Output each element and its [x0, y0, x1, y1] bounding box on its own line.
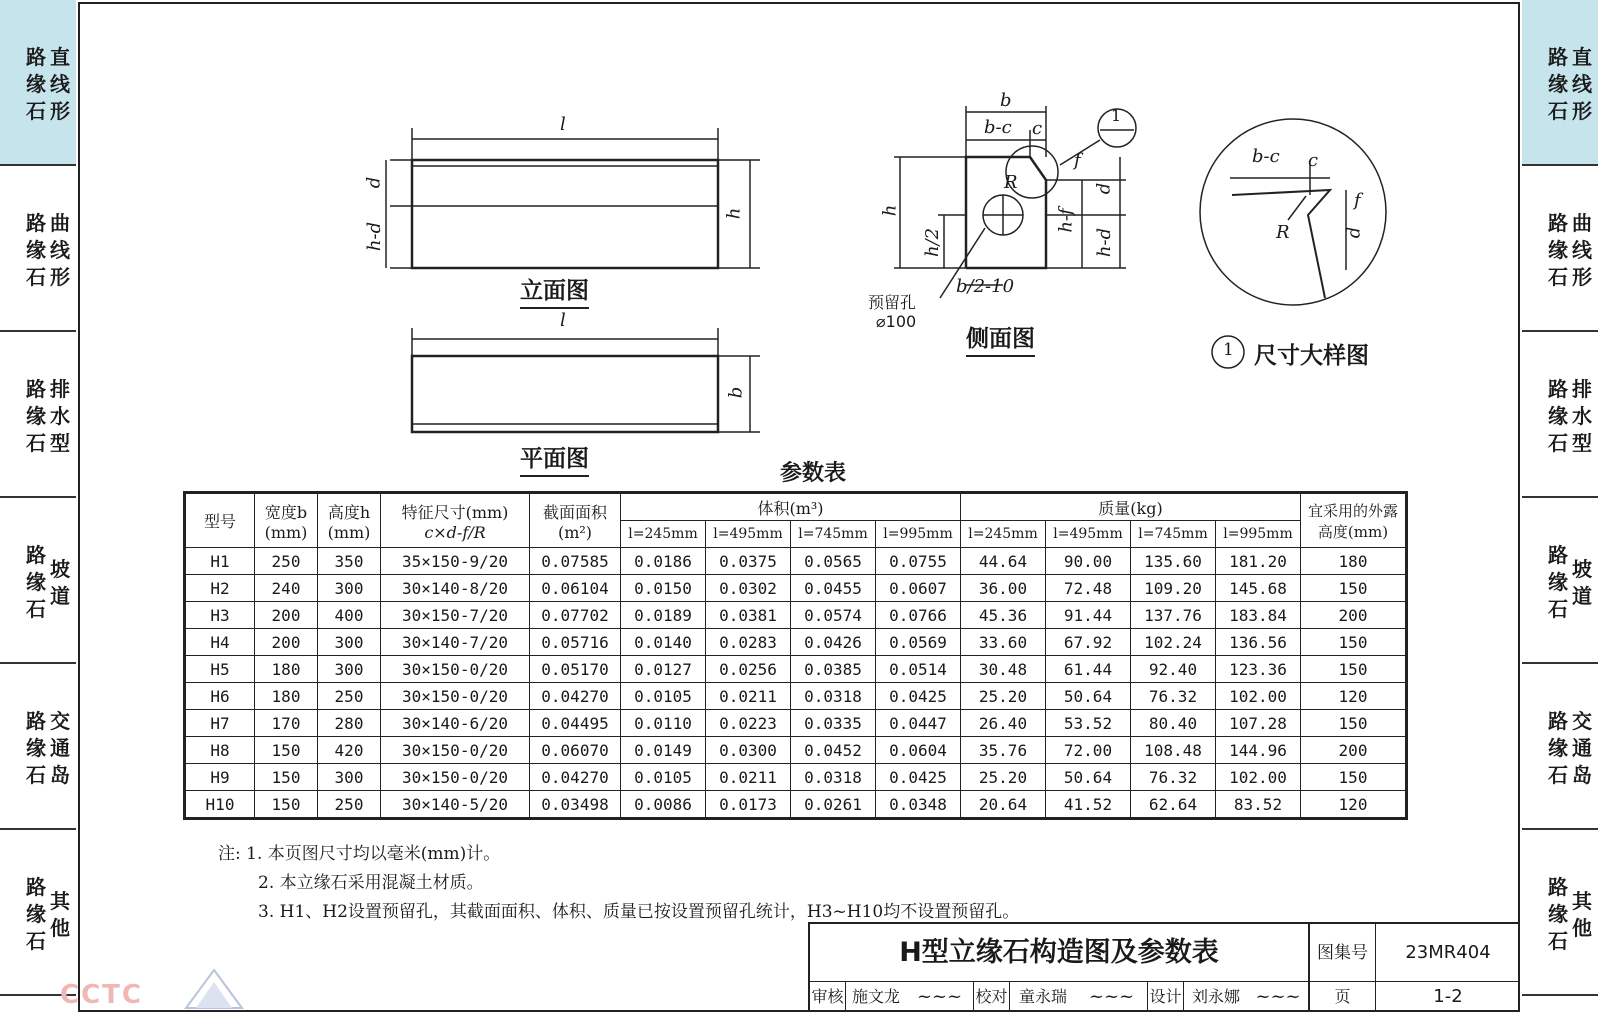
table-cell: 200 — [1301, 602, 1407, 629]
table-cell: 30×150-0/20 — [381, 764, 530, 791]
tab-label-primary: 路 缘 石 — [26, 875, 46, 953]
plan-caption: 平面图 — [520, 440, 589, 477]
header-mass-l495: l=495mm — [1046, 521, 1131, 548]
table-cell: 44.64 — [961, 548, 1046, 575]
table-cell: 30×150-0/20 — [381, 656, 530, 683]
tab-label-primary: 路 缘 石 — [1548, 709, 1568, 787]
table-cell: 0.04495 — [530, 710, 621, 737]
table-cell: 0.0223 — [706, 710, 791, 737]
detail-circle — [1200, 119, 1386, 305]
table-cell: 20.64 — [961, 791, 1046, 819]
table-cell: 0.0335 — [791, 710, 876, 737]
table-cell: 72.00 — [1046, 737, 1131, 764]
table-cell: 0.0300 — [706, 737, 791, 764]
atlas-number: 23MR404 — [1376, 924, 1520, 982]
table-cell: 150 — [1301, 710, 1407, 737]
tab-label-secondary: 排 水 型 — [1572, 377, 1592, 455]
table-cell: 250 — [255, 548, 318, 575]
table-cell: 76.32 — [1131, 683, 1216, 710]
detail-r-label: R — [1276, 222, 1290, 243]
side-caption: 侧面图 — [966, 320, 1035, 357]
table-cell: 30×150-0/20 — [381, 737, 530, 764]
table-cell: 35×150-9/20 — [381, 548, 530, 575]
logo-triangles — [182, 968, 246, 1010]
designer-signature: ~~~ — [1248, 982, 1310, 1012]
detail-d-label: d — [1343, 226, 1365, 239]
table-cell: 30×150-7/20 — [381, 602, 530, 629]
checker-name: 童永瑞 — [1018, 987, 1067, 1006]
table-cell: 0.0425 — [876, 764, 961, 791]
table-cell: 0.0189 — [621, 602, 706, 629]
elevation-h-d-label: h-d — [364, 221, 386, 252]
header-vol-l245: l=245mm — [621, 521, 706, 548]
table-row — [185, 710, 1407, 737]
note-2: 2. 本立缘石采用混凝土材质。 — [258, 873, 484, 893]
table-row — [185, 683, 1407, 710]
table-cell: 0.06070 — [530, 737, 621, 764]
header-mass-l745: l=745mm — [1131, 521, 1216, 548]
elevation-h-label: h — [723, 207, 745, 220]
table-cell: 0.0607 — [876, 575, 961, 602]
tab-label-secondary: 直 线 形 — [1572, 45, 1592, 123]
table-cell: 72.48 — [1046, 575, 1131, 602]
table-cell: 136.56 — [1216, 629, 1301, 656]
table-row — [185, 629, 1407, 656]
table-cell: 300 — [318, 764, 381, 791]
table-cell: 135.60 — [1131, 548, 1216, 575]
plan-b-label: b — [725, 386, 747, 399]
table-cell: 170 — [255, 710, 318, 737]
table-cell: 123.36 — [1216, 656, 1301, 683]
table-cell: H3 — [185, 602, 255, 629]
elevation-d-label: d — [363, 176, 385, 189]
side-h-f-label: h-f — [1055, 208, 1077, 233]
table-cell: 0.07702 — [530, 602, 621, 629]
header-width: 宽度b (mm) — [255, 493, 318, 548]
detail-c-label: c — [1308, 150, 1319, 171]
table-cell: 300 — [318, 629, 381, 656]
table-cell: 0.05716 — [530, 629, 621, 656]
header-exposed-height: 宜采用的外露高度(mm) — [1301, 493, 1407, 548]
note-3: 3. H1、H2设置预留孔，其截面面积、体积、质量已按设置预留孔统计，H3~H10均不设置预留孔。 — [258, 902, 1020, 922]
table-cell: 0.0766 — [876, 602, 961, 629]
table-cell: 144.96 — [1216, 737, 1301, 764]
table-cell: 0.04270 — [530, 764, 621, 791]
design-label: 设计 — [1148, 982, 1184, 1012]
table-cell: 0.07585 — [530, 548, 621, 575]
table-cell: 0.0283 — [706, 629, 791, 656]
table-cell: 150 — [1301, 629, 1407, 656]
table-cell: 0.0127 — [621, 656, 706, 683]
side-h-d-label: h-d — [1094, 227, 1116, 258]
table-cell: 30.48 — [961, 656, 1046, 683]
checker-signature: ~~~ — [1076, 982, 1148, 1012]
table-cell: 0.0381 — [706, 602, 791, 629]
cctc-logo: CCTC — [60, 980, 143, 1010]
parameter-table — [183, 491, 1408, 820]
table-cell: 76.32 — [1131, 764, 1216, 791]
table-cell: H2 — [185, 575, 255, 602]
table-cell: 26.40 — [961, 710, 1046, 737]
table-cell: 67.92 — [1046, 629, 1131, 656]
side-d-label: d — [1093, 182, 1115, 195]
tab-label-secondary: 直 线 形 — [50, 45, 70, 123]
table-cell: 150 — [1301, 764, 1407, 791]
header-vol-l995: l=995mm — [876, 521, 961, 548]
table-cell: 109.20 — [1131, 575, 1216, 602]
tab-label-secondary: 坡 道 — [1572, 557, 1592, 608]
table-cell: 45.36 — [961, 602, 1046, 629]
tab-label-secondary: 坡 道 — [50, 557, 70, 608]
check-label: 校对 — [974, 982, 1010, 1012]
side-c-label: c — [1032, 118, 1043, 139]
table-cell: 35.76 — [961, 737, 1046, 764]
tab-label-secondary: 其 他 — [1572, 889, 1592, 940]
header-area: 截面面积 (m²) — [530, 493, 621, 548]
tab-label-primary: 路 缘 石 — [26, 543, 46, 621]
table-cell: 53.52 — [1046, 710, 1131, 737]
table-cell: 0.0105 — [621, 764, 706, 791]
table-row — [185, 791, 1407, 819]
table-cell: 0.0318 — [791, 683, 876, 710]
side-h2-label: h/2 — [922, 227, 944, 258]
title-block — [808, 922, 1520, 1012]
table-cell: 0.0186 — [621, 548, 706, 575]
header-model: 型号 — [185, 493, 255, 548]
table-cell: 91.44 — [1046, 602, 1131, 629]
table-cell: 0.03498 — [530, 791, 621, 819]
header-vol-l495: l=495mm — [706, 521, 791, 548]
atlas-label: 图集号 — [1310, 924, 1376, 982]
tab-label-primary: 路 缘 石 — [1548, 543, 1568, 621]
side-f-label: f — [1074, 150, 1081, 171]
table-cell: 108.48 — [1131, 737, 1216, 764]
table-cell: 62.64 — [1131, 791, 1216, 819]
tab-label-secondary: 曲 线 形 — [1572, 211, 1592, 289]
table-cell: 0.06104 — [530, 575, 621, 602]
hole-diameter-label: ⌀100 — [876, 312, 917, 331]
reviewer-name: 施文龙 — [851, 987, 900, 1006]
side-b2-label: b/2-10 — [956, 276, 1015, 297]
elevation-l-label: l — [560, 114, 566, 135]
table-row — [185, 602, 1407, 629]
table-row — [185, 764, 1407, 791]
detail-b-c-label: b-c — [1252, 146, 1280, 167]
tab-label-secondary: 交 通 岛 — [50, 709, 70, 787]
table-cell: 0.0173 — [706, 791, 791, 819]
table-cell: 102.24 — [1131, 629, 1216, 656]
header-vol-l745: l=745mm — [791, 521, 876, 548]
table-cell: H7 — [185, 710, 255, 737]
reviewer-signature: ~~~ — [906, 982, 974, 1012]
notes — [218, 840, 1019, 927]
review-label: 审核 — [810, 982, 846, 1012]
detail-f-label: f — [1354, 190, 1361, 211]
header-mass-l995: l=995mm — [1216, 521, 1301, 548]
designer-name: 刘永娜 — [1191, 987, 1240, 1006]
table-cell: 180 — [1301, 548, 1407, 575]
table-row — [185, 656, 1407, 683]
detail-number: 1 — [1223, 340, 1234, 360]
table-cell: 145.68 — [1216, 575, 1301, 602]
table-cell: 0.0211 — [706, 683, 791, 710]
table-cell: 280 — [318, 710, 381, 737]
table-cell: 50.64 — [1046, 764, 1131, 791]
side-h-label: h — [879, 204, 901, 217]
table-cell: 30×140-8/20 — [381, 575, 530, 602]
drawing-title: H型立缘石构造图及参数表 — [810, 924, 1310, 982]
table-cell: H1 — [185, 548, 255, 575]
side-b-label: b — [1000, 90, 1012, 111]
table-cell: 0.0385 — [791, 656, 876, 683]
table-cell: 0.0574 — [791, 602, 876, 629]
table-cell: 0.0565 — [791, 548, 876, 575]
table-cell: 180 — [255, 656, 318, 683]
tab-label-primary: 路 缘 石 — [1548, 211, 1568, 289]
table-cell: 0.0261 — [791, 791, 876, 819]
table-cell: 0.0452 — [791, 737, 876, 764]
table-cell: 200 — [255, 602, 318, 629]
table-cell: 0.0150 — [621, 575, 706, 602]
table-cell: H8 — [185, 737, 255, 764]
table-cell: H9 — [185, 764, 255, 791]
tab-label-primary: 路 缘 石 — [26, 211, 46, 289]
table-cell: 0.05170 — [530, 656, 621, 683]
table-cell: 183.84 — [1216, 602, 1301, 629]
table-cell: H10 — [185, 791, 255, 819]
table-body — [185, 548, 1407, 819]
table-cell: 50.64 — [1046, 683, 1131, 710]
table-cell: 0.0455 — [791, 575, 876, 602]
table-cell: 80.40 — [1131, 710, 1216, 737]
table-cell: 150 — [255, 764, 318, 791]
table-cell: 350 — [318, 548, 381, 575]
table-cell: 0.0318 — [791, 764, 876, 791]
table-cell: 250 — [318, 791, 381, 819]
tab-label-primary: 路 缘 石 — [26, 709, 46, 787]
table-cell: 120 — [1301, 683, 1407, 710]
plan-outline — [412, 356, 718, 432]
table-cell: 0.0514 — [876, 656, 961, 683]
side-b-c-label: b-c — [984, 117, 1012, 138]
table-cell: 25.20 — [961, 764, 1046, 791]
table-cell: 150 — [255, 791, 318, 819]
tab-label-primary: 路 缘 石 — [1548, 377, 1568, 455]
table-cell: 61.44 — [1046, 656, 1131, 683]
tab-label-primary: 路 缘 石 — [1548, 45, 1568, 123]
header-height: 高度h (mm) — [318, 493, 381, 548]
table-cell: 180 — [255, 683, 318, 710]
table-cell: 0.0110 — [621, 710, 706, 737]
table-cell: 0.0447 — [876, 710, 961, 737]
page-number: 1-2 — [1433, 986, 1463, 1007]
header-feature: 特征尺寸(mm) c×d-f/R — [381, 493, 530, 548]
table-cell: 25.20 — [961, 683, 1046, 710]
header-mass: 质量(kg) — [961, 493, 1301, 521]
table-cell: 0.0256 — [706, 656, 791, 683]
table-cell: 0.0105 — [621, 683, 706, 710]
page-label: 页 — [1310, 982, 1376, 1012]
table-row — [185, 575, 1407, 602]
table-cell: 0.0604 — [876, 737, 961, 764]
table-cell: 30×140-6/20 — [381, 710, 530, 737]
table-cell: 83.52 — [1216, 791, 1301, 819]
side-ref-number: 1 — [1111, 106, 1122, 125]
table-cell: 420 — [318, 737, 381, 764]
tab-label-secondary: 交 通 岛 — [1572, 709, 1592, 787]
table-cell: 0.0755 — [876, 548, 961, 575]
table-cell: 107.28 — [1216, 710, 1301, 737]
table-cell: 0.0140 — [621, 629, 706, 656]
table-cell: 240 — [255, 575, 318, 602]
table-cell: 30×140-5/20 — [381, 791, 530, 819]
table-cell: 120 — [1301, 791, 1407, 819]
table-cell: 150 — [1301, 575, 1407, 602]
table-cell: H4 — [185, 629, 255, 656]
table-row — [185, 737, 1407, 764]
table-cell: 33.60 — [961, 629, 1046, 656]
table-cell: 92.40 — [1131, 656, 1216, 683]
side-r-label: R — [1004, 172, 1018, 193]
table-cell: 0.0086 — [621, 791, 706, 819]
table-cell: 300 — [318, 575, 381, 602]
table-cell: 150 — [1301, 656, 1407, 683]
elevation-outline — [412, 160, 718, 268]
table-cell: 300 — [318, 656, 381, 683]
table-cell: 0.0425 — [876, 683, 961, 710]
table-cell: 200 — [255, 629, 318, 656]
table-cell: 102.00 — [1216, 764, 1301, 791]
table-cell: 102.00 — [1216, 683, 1301, 710]
table-cell: 0.0302 — [706, 575, 791, 602]
table-cell: 36.00 — [961, 575, 1046, 602]
table-cell: 400 — [318, 602, 381, 629]
table-row — [185, 548, 1407, 575]
table-title: 参数表 — [780, 461, 847, 486]
table-cell: 0.0375 — [706, 548, 791, 575]
table-cell: 0.0569 — [876, 629, 961, 656]
reserved-hole-label: 预留孔 — [868, 293, 917, 312]
table-cell: 0.0211 — [706, 764, 791, 791]
table-cell: H5 — [185, 656, 255, 683]
tab-label-primary: 路 缘 石 — [26, 45, 46, 123]
tab-label-primary: 路 缘 石 — [1548, 875, 1568, 953]
header-volume: 体积(m³) — [621, 493, 961, 521]
table-cell: 90.00 — [1046, 548, 1131, 575]
tab-label-primary: 路 缘 石 — [26, 377, 46, 455]
table-cell: 41.52 — [1046, 791, 1131, 819]
elevation-caption: 立面图 — [520, 272, 589, 309]
table-cell: 0.0149 — [621, 737, 706, 764]
tab-label-secondary: 其 他 — [50, 889, 70, 940]
table-cell: 30×150-0/20 — [381, 683, 530, 710]
header-mass-l245: l=245mm — [961, 521, 1046, 548]
table-cell: 150 — [255, 737, 318, 764]
table-cell: 0.0426 — [791, 629, 876, 656]
table-cell: 250 — [318, 683, 381, 710]
table-cell: 181.20 — [1216, 548, 1301, 575]
tab-label-secondary: 排 水 型 — [50, 377, 70, 455]
note-1: 注: 1. 本页图尺寸均以毫米(mm)计。 — [218, 844, 501, 864]
table-cell: H6 — [185, 683, 255, 710]
table-cell: 0.04270 — [530, 683, 621, 710]
tab-label-secondary: 曲 线 形 — [50, 211, 70, 289]
detail-caption: 尺寸大样图 — [1254, 343, 1369, 369]
plan-l-label: l — [560, 310, 566, 331]
table-cell: 0.0348 — [876, 791, 961, 819]
table-cell: 200 — [1301, 737, 1407, 764]
table-cell: 137.76 — [1131, 602, 1216, 629]
table-cell: 30×140-7/20 — [381, 629, 530, 656]
